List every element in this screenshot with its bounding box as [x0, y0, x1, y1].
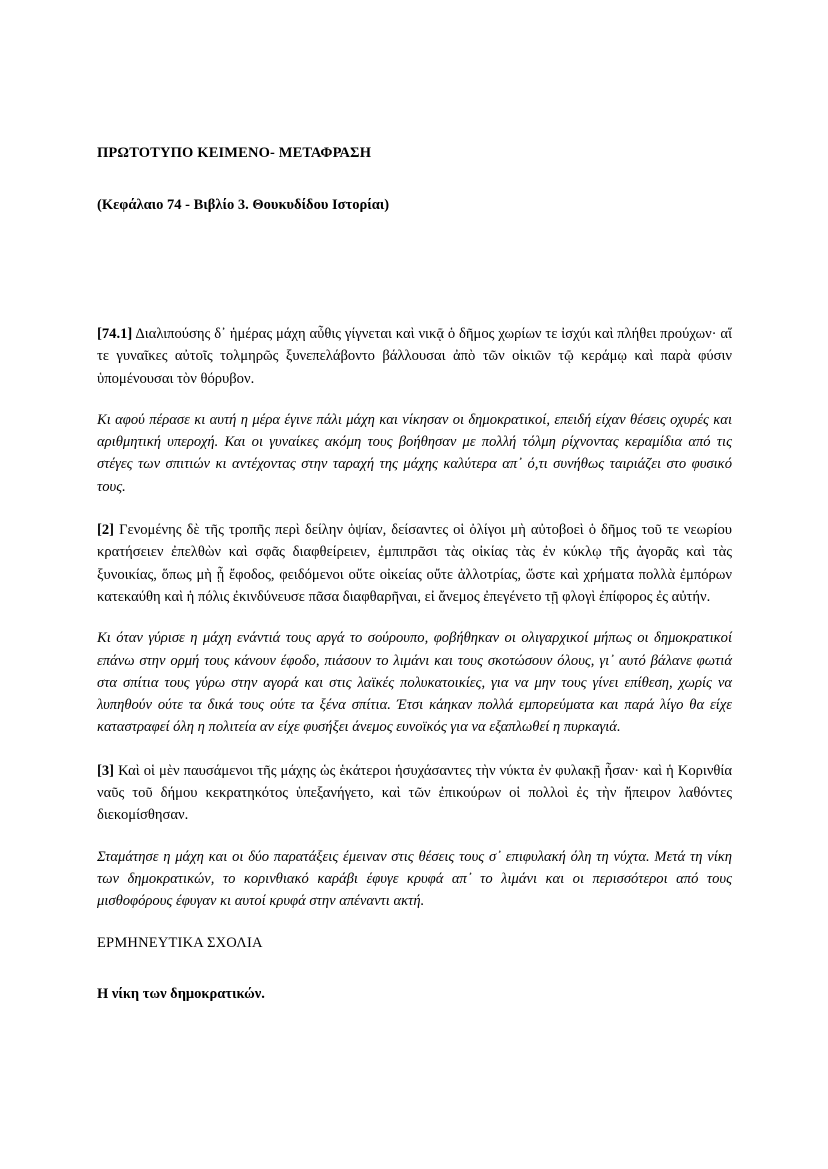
page-subtitle: (Κεφάλαιο 74 - Βιβλίο 3. Θουκυδίδου Ιστορίαι)	[97, 197, 390, 213]
commentary-subheading: Η νίκη των δημοκρατικών.	[97, 985, 265, 1002]
section-number-1: [74.1]	[97, 326, 133, 342]
original-paragraph-1	[97, 323, 732, 390]
translation-paragraph-3: Σταμάτησε η μάχη και οι δύο παρατάξεις έμειναν στις θέσεις τους σ᾽ επιφυλακή όλη τη νύχτα. Μετά τη νίκη των δημοκρατικών, το κορινθιακό καράβι έφυγε κρυφά απ᾽ το λιμάνι και οι περισσότεροι από τους μισθοφόρους έφυγαν κι αυτοί κρυφά στην απέναντι ακτή.	[97, 848, 732, 910]
text-body	[97, 323, 732, 913]
original-text-2: Γενομένης δὲ τῆς τροπῆς περὶ δείλην ὀψίαν, δείσαντες οἱ ὀλίγοι μὴ αὐτοβοεὶ ὁ δῆμος τοῦ τε νεωρίου κρατήσειεν ἐπελθὼν καὶ σφᾶς διαφθείρειεν, ἐμπιπρᾶσι τὰς οἰκίας τὰς ἐν κύκλῳ τῆς ἀγορᾶς καὶ τὰς ξυνοικίας, ὅπως μὴ ᾖ ἔφοδος, φειδόμενοι οὔτε οἰκείας οὔτε ἀλλοτρίας, ὥστε καὶ χρήματα πολλὰ ἐμπόρων κατεκαύθη καὶ ἡ πόλις ἐκινδύνευσε πᾶσα διαφθαρῆναι, εἰ ἄνεμος ἐπεγένετο τῇ φλογὶ ἐπίφορος ἐς αὐτήν.	[97, 522, 733, 605]
original-text-3: Καὶ οἱ μὲν παυσάμενοι τῆς μάχης ὡς ἑκάτεροι ἡσυχάσαντες τὴν νύκτα ἐν φυλακῇ ἦσαν· καὶ ἡ Κορινθία ναῦς τοῦ δήμου κεκρατηκότος ὑπεξανήγετο, καὶ τῶν ἐπικούρων οἱ πολλοὶ ἐς τὴν ἤπειρον λαθόντες διεκομίσθησαν.	[97, 762, 732, 824]
document-content	[97, 143, 732, 1004]
translation-paragraph-2: Κι όταν γύρισε η μάχη ενάντιά τους αργά το σούρουπο, φοβήθηκαν οι ολιγαρχικοί μήπως οι δημοκρατικοί επάνω στην ορμή τους κάνουν έφοδο, πιάσουν το λιμάνι και τους σκοτώσουν όλους, γι᾽ αυτό βάλανε φωτιά στα σπίτια τους γύρω στην αγορά και στις λαϊκές πολυκατοικίες, για να μην τους γίνει επίθεση, χωρίς να λυπηθούν ούτε τα δικά τους ούτε τα ξένα σπίτια. Έτσι κάηκαν πολλά εμπορεύματα και παρά λίγο θα είχε καταστραφεί όλη η πολιτεία αν είχε φυσήξει άνεμος ευνοϊκός για να εξαπλωθεί η πυρκαγιά.	[97, 630, 732, 736]
original-text-1: Διαλιπούσης δ᾽ ἡμέρας μάχη αὖθις γίγνεται καὶ νικᾷ ὁ δῆμος χωρίων τε ἰσχύι καὶ πλήθει προύχων· αἵ τε γυναῖκες αὐτοῖς τολμηρῶς ξυνεπελάβοντο βάλλουσαι ἀπὸ τῶν οἰκιῶν τῷ κεράμῳ καὶ παρὰ φύσιν ὑπομένουσαι τὸν θόρυβον.	[97, 326, 733, 387]
section-number-3: [3]	[97, 762, 115, 779]
original-paragraph-3	[97, 760, 732, 827]
page-title: ΠΡΩΤΟΤΥΠΟ ΚΕΙΜΕΝΟ- ΜΕΤΑΦΡΑΣΗ	[97, 145, 372, 161]
section-number-2: [2]	[97, 522, 115, 539]
original-paragraph-2	[97, 519, 732, 608]
translation-paragraph-1: Κι αφού πέρασε κι αυτή η μέρα έγινε πάλι μάχη και νίκησαν οι δημοκρατικοί, επειδή είχαν θέσεις οχυρές και αριθμητική υπεροχή. Και οι γυναίκες ακόμη τους βοήθησαν με πολλή τόλμη ρίχνοντας κεραμίδια από τις στέγες των σπιτιών κι αντέχοντας στην ταραχή της μάχης καλύτερα απ᾽ ό,τι συνήθως ταιριάζει στο φυσικό τους.	[97, 411, 732, 495]
commentary-heading: ΕΡΜΗΝΕΥΤΙΚΑ ΣΧΟΛΙΑ	[97, 934, 263, 951]
